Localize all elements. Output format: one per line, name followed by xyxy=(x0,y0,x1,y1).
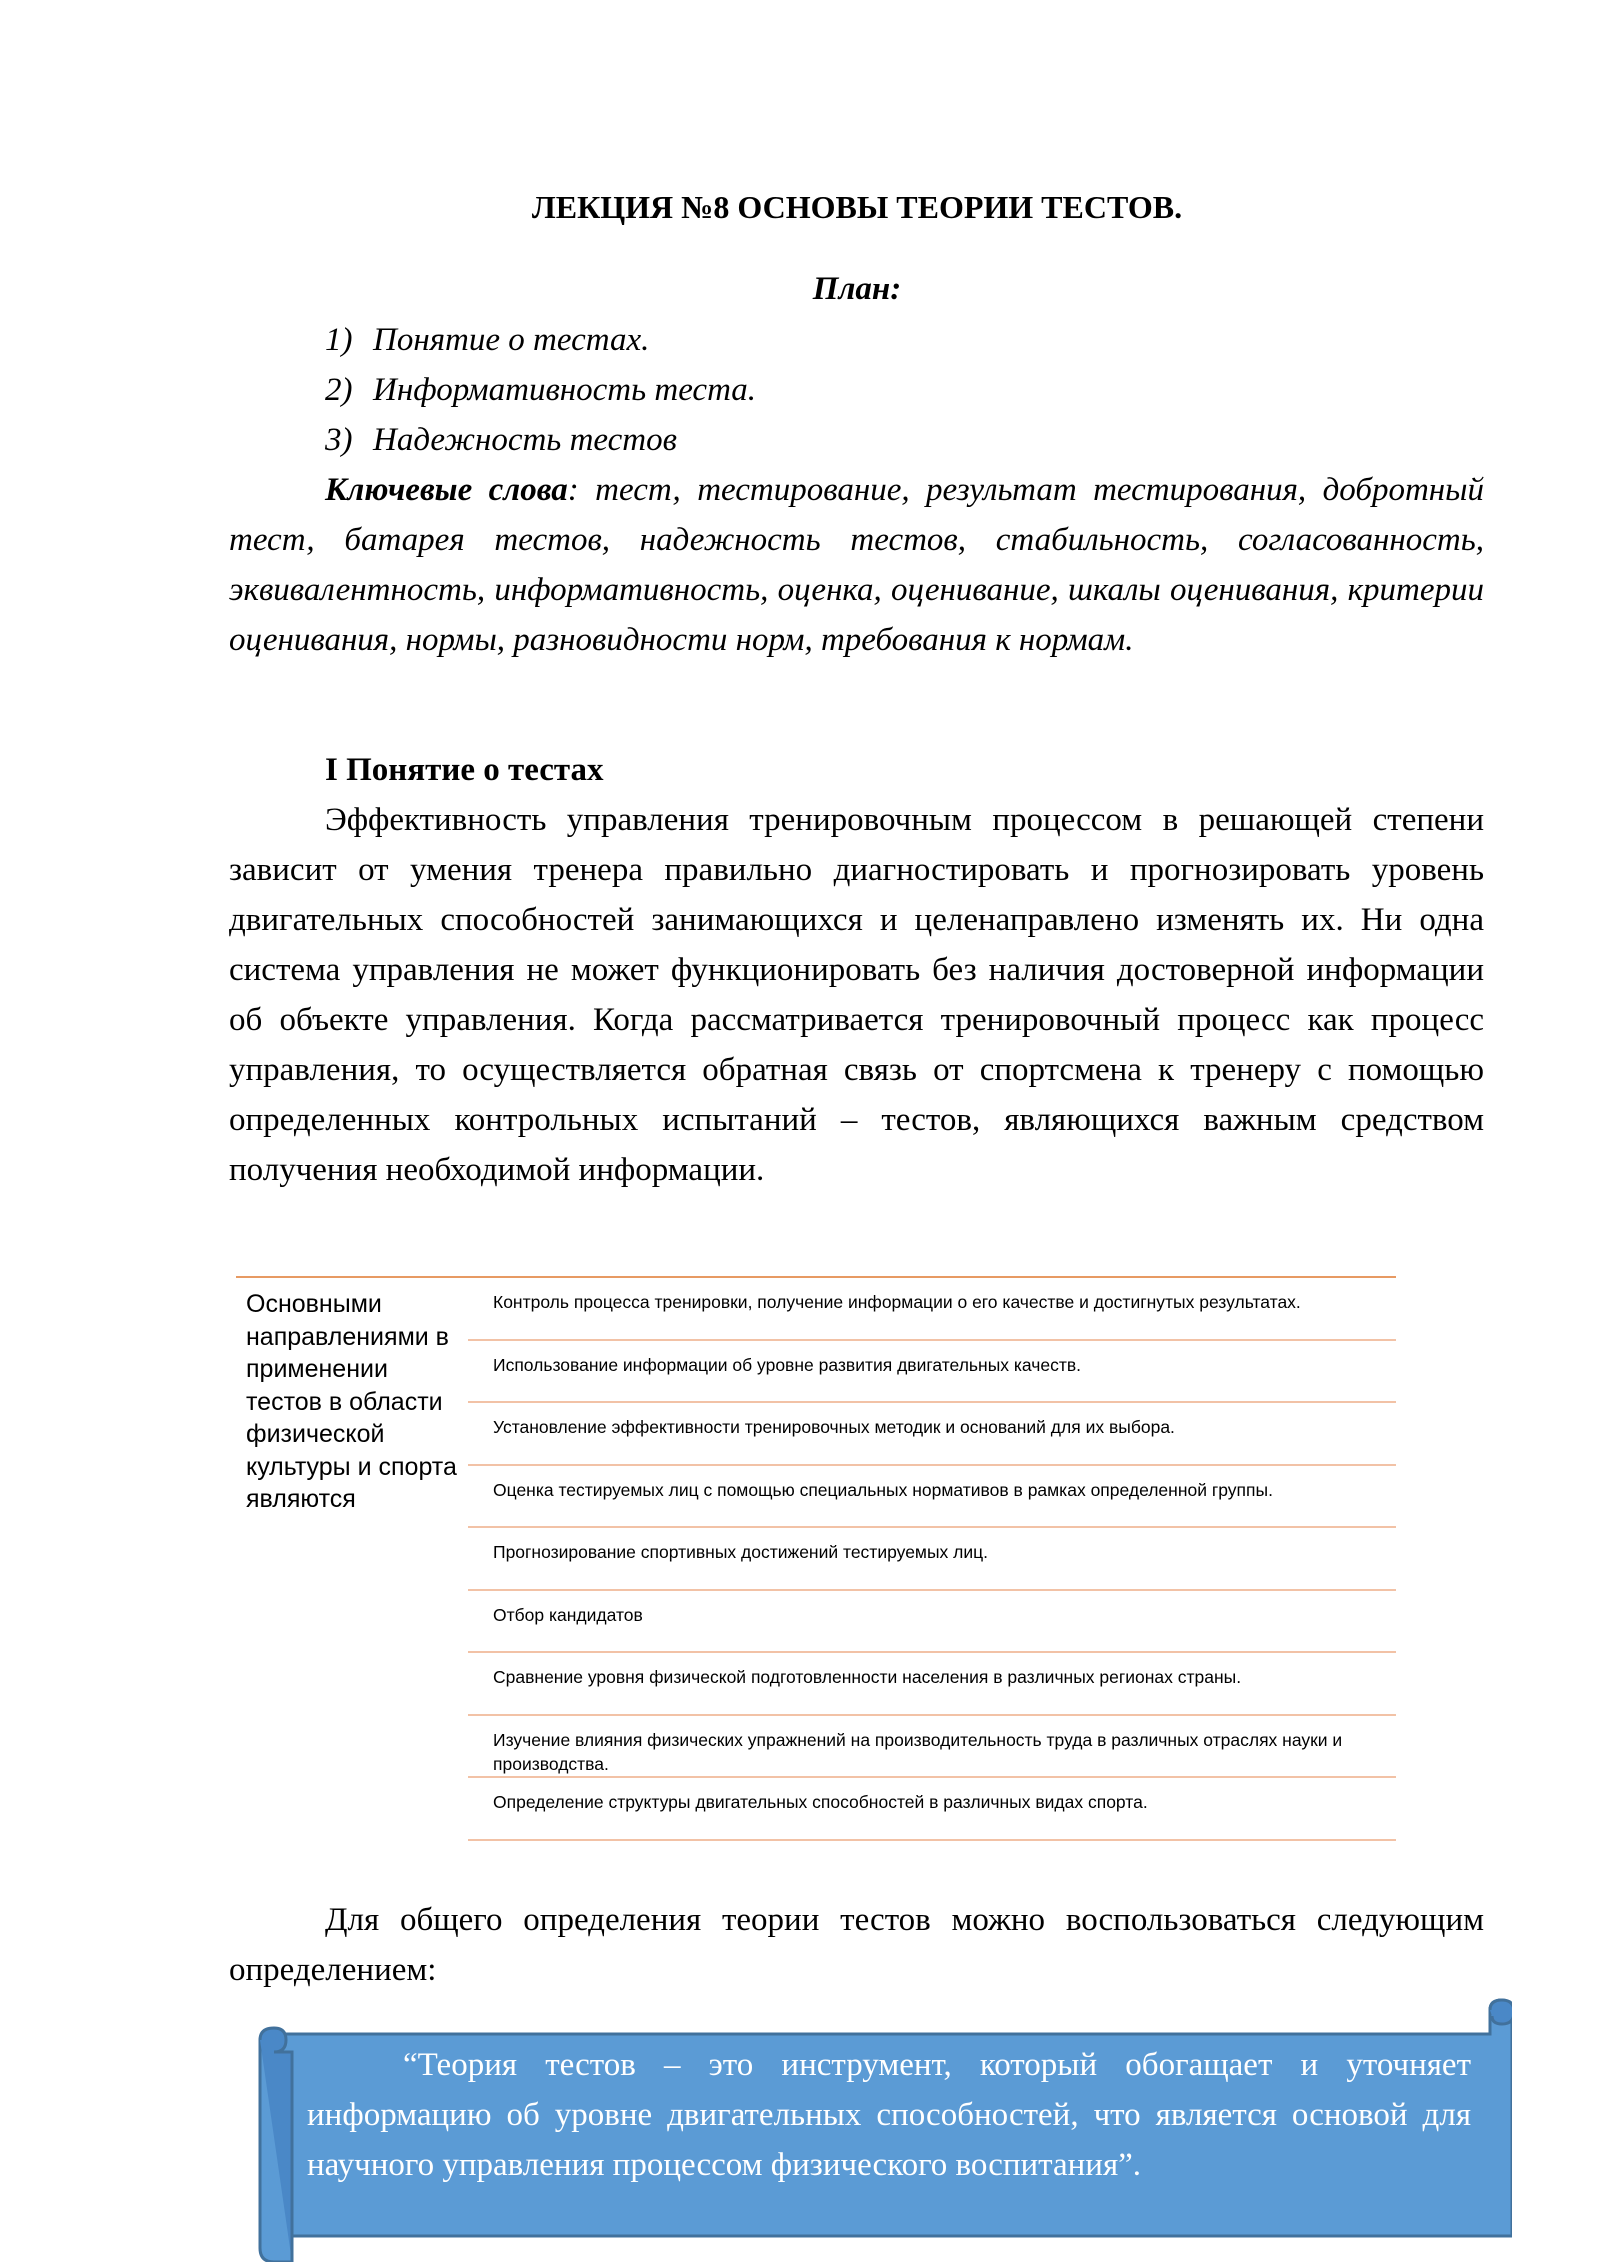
diagram-item: Использование информации об уровне развития двигательных качеств. xyxy=(468,1341,1396,1404)
keywords-text: : тест, тестирование, результат тестирования, добротный тест, батарея тестов, надежность тестов, стабильность, согласованность, эквивалентность, информативность, оценка, оценивание, шкалы оценивания, критерии оценивания, нормы, разновидности норм, требования к нормам. xyxy=(229,472,1485,658)
diagram-label: Основными направлениями в применении тестов в области физической культуры и спорта являются xyxy=(246,1290,457,1513)
section-paragraph: Эффективность управления тренировочным процессом в решающей степени зависит от умения тренера правильно диагностировать и прогнозировать уровень двигательных способностей занимающихся и целенаправлено изменять их. Ни одна система управления не может функционировать без наличия достоверной информации об объекте управления. Когда рассматривается тренировочный процесс как процесс управления, то осуществляется обратная связь от спортсмена к тренеру с помощью определенных контрольных испытаний – тестов, являющихся важным средством получения необходимой информации. xyxy=(229,802,1484,1188)
diagram-item: Установление эффективности тренировочных методик и оснований для их выбора. xyxy=(468,1403,1396,1466)
quote-text: “Теория тестов – это инструмент, который обогащает и уточняет информацию об уровне двигательных способностей, что является основой для научного управления процессом физического воспитания”. xyxy=(307,2047,1471,2183)
section-heading: I Понятие о тестах xyxy=(325,752,604,788)
diagram-item: Отбор кандидатов xyxy=(468,1591,1396,1654)
diagram-item: Определение структуры двигательных способностей в различных видах спорта. xyxy=(468,1778,1396,1841)
diagram-item: Оценка тестируемых лиц с помощью специальных нормативов в рамках определенной группы. xyxy=(468,1466,1396,1529)
plan-list xyxy=(325,315,1485,465)
keywords-paragraph xyxy=(229,465,1484,665)
diagram-item: Сравнение уровня физической подготовленности населения в различных регионах страны. xyxy=(468,1653,1396,1716)
diagram-items xyxy=(468,1278,1396,1841)
definition-intro: Для общего определения теории тестов можно воспользоваться следующим определением: xyxy=(229,1902,1484,1988)
lecture-title: ЛЕКЦИЯ №8 ОСНОВЫ ТЕОРИИ ТЕСТОВ. xyxy=(531,189,1183,225)
diagram-item: Контроль процесса тренировки, получение информации о его качестве и достигнутых результатах. xyxy=(468,1278,1396,1341)
plan-item: 1) Понятие о тестах. xyxy=(325,322,650,358)
plan-heading: План: xyxy=(812,271,902,307)
directions-diagram xyxy=(236,1276,1396,1861)
plan-item: 3) Надежность тестов xyxy=(325,422,677,458)
keywords-label: Ключевые слова xyxy=(325,472,568,508)
diagram-item: Прогнозирование спортивных достижений тестируемых лиц. xyxy=(468,1528,1396,1591)
plan-item: 2) Информативность теста. xyxy=(325,372,757,408)
diagram-item: Изучение влияния физических упражнений на производительность труда в различных отраслях науки и производства. xyxy=(468,1716,1396,1779)
